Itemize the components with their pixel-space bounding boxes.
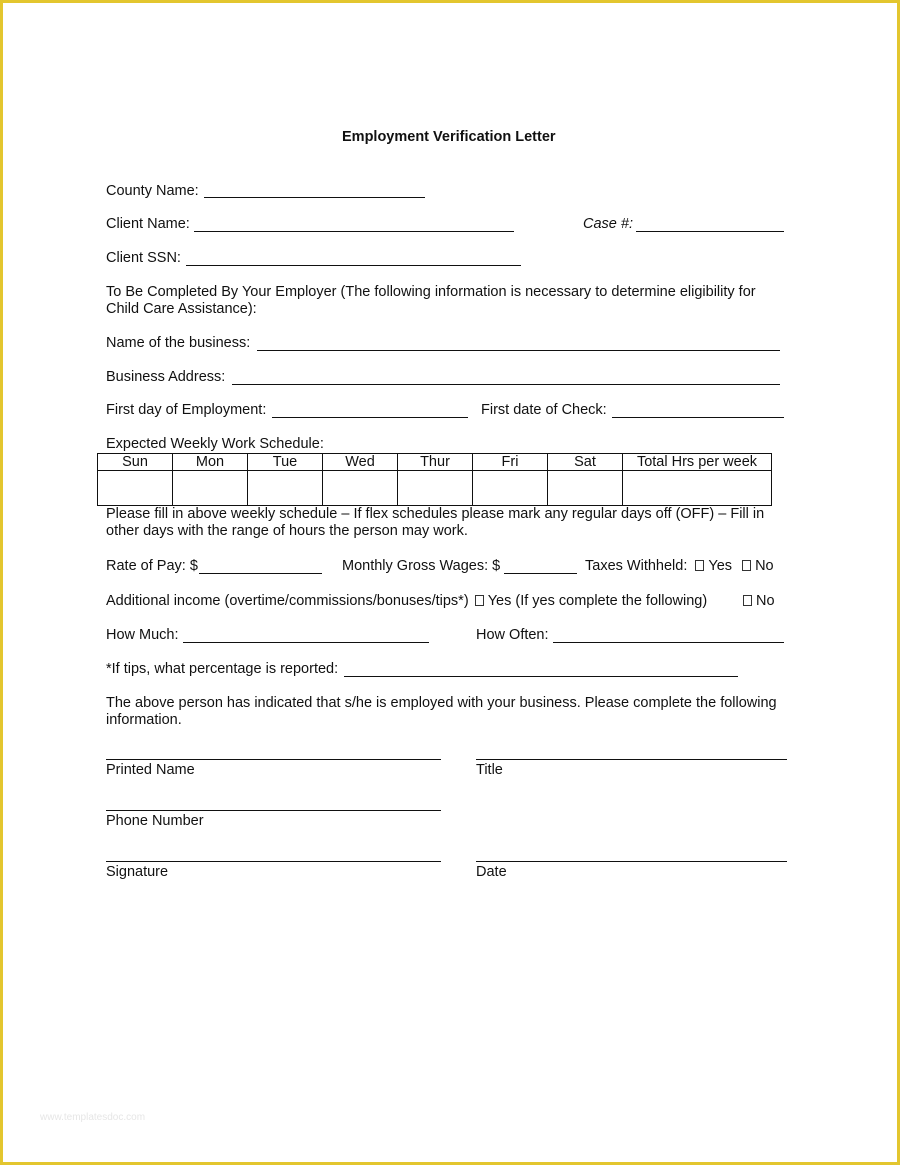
- schedule-header-sat: Sat: [548, 454, 623, 471]
- printed-name-line[interactable]: [106, 759, 441, 760]
- case-number-label: Case #:: [583, 216, 633, 232]
- additional-yes-checkbox[interactable]: [475, 595, 484, 606]
- taxes-withheld-row: [585, 558, 774, 575]
- document-title: Employment Verification Letter: [342, 129, 556, 145]
- first-check-line[interactable]: [612, 417, 784, 418]
- schedule-header-sun: Sun: [98, 454, 173, 471]
- schedule-header-tue: Tue: [248, 454, 323, 471]
- taxes-yes-checkbox[interactable]: [695, 560, 704, 571]
- schedule-header-fri: Fri: [473, 454, 548, 471]
- first-day-line[interactable]: [272, 417, 468, 418]
- rate-of-pay-label: Rate of Pay: $: [106, 558, 198, 574]
- first-check-label: First date of Check:: [481, 402, 607, 418]
- taxes-no-label: No: [755, 558, 774, 574]
- schedule-header-wed: Wed: [323, 454, 398, 471]
- additional-yes-label: Yes (If yes complete the following): [487, 593, 708, 609]
- schedule-cell-tue[interactable]: [248, 471, 323, 506]
- employer-intro: To Be Completed By Your Employer (The following information is necessary to determine eligibility for Child Care Assistance):: [106, 284, 756, 317]
- closing-text: The above person has indicated that s/he is employed with your business. Please complete the following information.: [106, 695, 777, 728]
- schedule-header-thur: Thur: [398, 454, 473, 471]
- schedule-input-row: [98, 471, 772, 506]
- schedule-note: Please fill in above weekly schedule – If flex schedules please mark any regular days off (OFF) – Fill in other days with the range of hours the person may work.: [106, 506, 765, 539]
- title-label: Title: [476, 762, 503, 778]
- schedule-cell-mon[interactable]: [173, 471, 248, 506]
- phone-number-line[interactable]: [106, 810, 441, 811]
- tips-percentage-line[interactable]: [344, 676, 738, 677]
- rate-of-pay-line[interactable]: [199, 573, 322, 574]
- case-number-line[interactable]: [636, 231, 784, 232]
- tips-percentage-label: *If tips, what percentage is reported:: [106, 661, 339, 677]
- schedule-cell-sun[interactable]: [98, 471, 173, 506]
- business-name-line[interactable]: [257, 350, 780, 351]
- additional-income-row: [106, 593, 707, 610]
- additional-no-option: [743, 593, 775, 610]
- business-address-line[interactable]: [232, 384, 780, 385]
- client-ssn-label: Client SSN:: [106, 250, 181, 266]
- phone-number-label: Phone Number: [106, 813, 204, 829]
- schedule-header-mon: Mon: [173, 454, 248, 471]
- watermark-text: www.templatesdoc.com: [40, 1112, 146, 1123]
- monthly-gross-label: Monthly Gross Wages: $: [342, 558, 501, 574]
- date-label: Date: [476, 864, 507, 880]
- schedule-cell-total[interactable]: [623, 471, 772, 506]
- how-much-label: How Much:: [106, 627, 179, 643]
- schedule-cell-thur[interactable]: [398, 471, 473, 506]
- business-name-label: Name of the business:: [106, 335, 251, 351]
- monthly-gross-line[interactable]: [504, 573, 577, 574]
- date-line[interactable]: [476, 861, 787, 862]
- printed-name-label: Printed Name: [106, 762, 195, 778]
- how-much-line[interactable]: [183, 642, 429, 643]
- additional-income-label: Additional income (overtime/commissions/bonuses/tips*): [106, 593, 469, 609]
- weekly-schedule-table: [97, 453, 772, 506]
- schedule-cell-sat[interactable]: [548, 471, 623, 506]
- first-day-label: First day of Employment:: [106, 402, 267, 418]
- schedule-cell-fri[interactable]: [473, 471, 548, 506]
- schedule-header-total: Total Hrs per week: [623, 454, 772, 471]
- schedule-cell-wed[interactable]: [323, 471, 398, 506]
- taxes-no-checkbox[interactable]: [742, 560, 751, 571]
- client-name-label: Client Name:: [106, 216, 190, 232]
- client-ssn-line[interactable]: [186, 265, 521, 266]
- how-often-line[interactable]: [553, 642, 784, 643]
- schedule-header-row: [98, 454, 772, 471]
- county-name-line[interactable]: [204, 197, 425, 198]
- client-name-line[interactable]: [194, 231, 514, 232]
- signature-label: Signature: [106, 864, 169, 880]
- additional-no-checkbox[interactable]: [743, 595, 752, 606]
- taxes-yes-label: Yes: [708, 558, 733, 574]
- additional-no-label: No: [756, 593, 775, 609]
- schedule-label: Expected Weekly Work Schedule:: [106, 436, 324, 452]
- county-name-label: County Name:: [106, 183, 199, 199]
- how-often-label: How Often:: [476, 627, 549, 643]
- business-address-label: Business Address:: [106, 369, 226, 385]
- signature-line[interactable]: [106, 861, 441, 862]
- taxes-withheld-label: Taxes Withheld:: [585, 558, 688, 574]
- title-line[interactable]: [476, 759, 787, 760]
